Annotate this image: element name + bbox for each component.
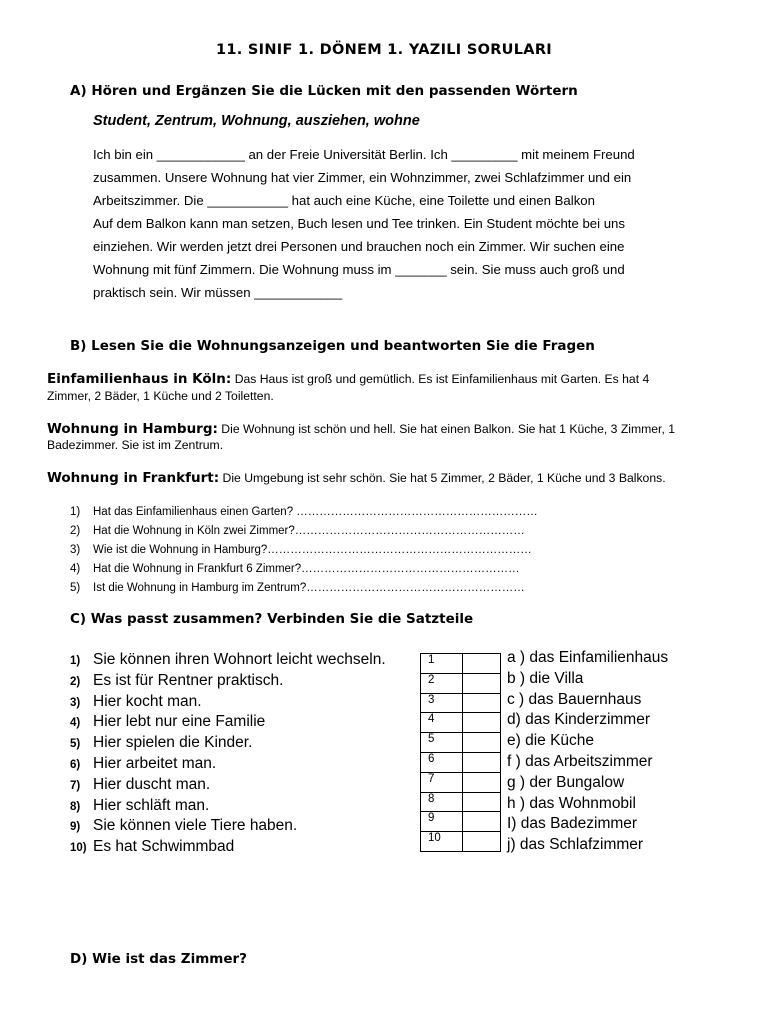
ad-title: Wohnung in Hamburg xyxy=(47,421,213,437)
answer-cell[interactable] xyxy=(463,733,501,753)
answer-cell[interactable] xyxy=(463,832,501,852)
text-line: Arbeitszimmer. Die ___________ hat auch eine Küche, eine Toilette und einen Balkon xyxy=(93,193,595,208)
ad-title: Einfamilienhaus in Köln xyxy=(47,371,226,387)
ad-frankfurt xyxy=(47,467,666,486)
question-item: 3) Wie ist die Wohnung in Hamburg?…………………………………………………………… xyxy=(70,544,532,556)
ad-title-sep: : xyxy=(225,371,232,387)
matching-row xyxy=(421,772,501,792)
option-item: g ) der Bungalow xyxy=(507,773,625,791)
option-item: h ) das Wohnmobil xyxy=(507,794,636,812)
sentence-list xyxy=(70,649,386,857)
sentence-item: 6) Hier arbeitet man. xyxy=(70,754,217,772)
sentence-item: 10) Es hat Schwimmbad xyxy=(70,838,235,856)
matching-row xyxy=(421,733,501,753)
answer-cell[interactable] xyxy=(463,792,501,812)
section-d-heading: D) Wie ist das Zimmer? xyxy=(70,951,247,967)
question-item: 5) Ist die Wohnung in Hamburg im Zentrum?………………………………………………… xyxy=(70,582,525,594)
text-line: Ich bin ein ____________ an der Freie Universität Berlin. Ich _________ mit meinem Freund xyxy=(93,147,635,162)
section-c-heading: C) Was passt zusammen? Verbinden Sie die Satzteile xyxy=(70,611,474,627)
text-line: einziehen. Wir werden jetzt drei Personen und brauchen noch ein Zimmer. Wir suchen eine xyxy=(93,239,625,254)
row-number: 6 xyxy=(421,752,463,772)
text-line: Wohnung mit fünf Zimmern. Die Wohnung muss im _______ sein. Sie muss auch groß und xyxy=(93,262,625,277)
row-number: 2 xyxy=(421,673,463,693)
answer-cell[interactable] xyxy=(463,713,501,733)
answer-cell[interactable] xyxy=(463,772,501,792)
sentence-item: 8) Hier schläft man. xyxy=(70,796,210,814)
sentence-item: 3) Hier kocht man. xyxy=(70,692,202,710)
row-number: 3 xyxy=(421,693,463,713)
row-number: 7 xyxy=(421,772,463,792)
answer-cell[interactable] xyxy=(463,752,501,772)
section-a-heading: A) Hören und Ergänzen Sie die Lücken mit den passenden Wörtern xyxy=(70,83,578,99)
ad-title: Wohnung in Frankfurt xyxy=(47,470,214,486)
matching-row xyxy=(421,812,501,832)
ad-koeln xyxy=(47,368,649,387)
ad-text: Die Wohnung ist schön und hell. Sie hat einen Balkon. Sie hat 1 Küche, 3 Zimmer, 1 xyxy=(217,422,675,436)
matching-row xyxy=(421,752,501,772)
matching-row xyxy=(421,654,501,674)
ad-text: Die Umgebung ist sehr schön. Sie hat 5 Zimmer, 2 Bäder, 1 Küche und 3 Balkons. xyxy=(219,471,666,485)
row-number: 4 xyxy=(421,713,463,733)
section-b-heading: B) Lesen Sie die Wohnungsanzeigen und beantworten Sie die Fragen xyxy=(70,338,595,354)
text-line: Auf dem Balkon kann man setzen, Buch lesen und Tee trinken. Ein Student möchte bei uns xyxy=(93,216,625,231)
option-item: c ) das Bauernhaus xyxy=(507,690,642,708)
sentence-item: 5) Hier spielen die Kinder. xyxy=(70,734,253,752)
ad-title-sep: : xyxy=(212,421,218,437)
row-number: 10 xyxy=(421,832,463,852)
sentence-item: 2) Es ist für Rentner praktisch. xyxy=(70,671,284,689)
text-line: praktisch sein. Wir müssen ____________ xyxy=(93,285,343,300)
option-item: I) das Badezimmer xyxy=(507,815,638,833)
sentence-item: 1) Sie können ihren Wohnort leicht wechseln. xyxy=(70,651,386,668)
row-number: 5 xyxy=(421,733,463,753)
ad-text: Das Haus ist groß und gemütlich. Es ist Einfamilienhaus mit Garten. Es hat 4 xyxy=(231,372,650,386)
option-item: e) die Küche xyxy=(507,732,595,750)
sentence-item: 4) Hier lebt nur eine Familie xyxy=(70,713,266,731)
option-item: f ) das Arbeitszimmer xyxy=(507,752,653,770)
answer-cell[interactable] xyxy=(463,673,501,693)
text-line: zusammen. Unsere Wohnung hat vier Zimmer, ein Wohnzimmer, zwei Schlafzimmer und ein xyxy=(93,170,632,185)
matching-row xyxy=(421,713,501,733)
answer-cell[interactable] xyxy=(463,654,501,674)
question-item: 2) Hat die Wohnung in Köln zwei Zimmer?…………………………………………………… xyxy=(70,525,525,537)
row-number: 1 xyxy=(421,654,463,674)
question-item: 4) Hat die Wohnung in Frankfurt 6 Zimmer?………………………………………………… xyxy=(70,563,520,575)
option-list xyxy=(507,649,668,857)
ad-title-sep: : xyxy=(213,470,220,486)
sentence-item: 9) Sie können viele Tiere haben. xyxy=(70,817,298,835)
fill-in-text xyxy=(93,143,635,304)
option-item: j) das Schlafzimmer xyxy=(507,836,644,854)
word-bank: Student, Zentrum, Wohnung, ausziehen, wohne xyxy=(93,113,420,129)
question-item: 1) Hat das Einfamilienhaus einen Garten? ……………………………………………………… xyxy=(70,506,538,518)
ad-hamburg xyxy=(47,418,675,437)
row-number: 9 xyxy=(421,812,463,832)
matching-row xyxy=(421,832,501,852)
option-item: d) das Kinderzimmer xyxy=(507,711,650,729)
row-number: 8 xyxy=(421,792,463,812)
ad-text-cont: Zimmer, 2 Bäder, 1 Küche und 2 Toiletten. xyxy=(47,389,274,403)
answer-cell[interactable] xyxy=(463,693,501,713)
option-item: a ) das Einfamilienhaus xyxy=(507,649,669,666)
option-item: b ) die Villa xyxy=(507,669,584,687)
answer-cell[interactable] xyxy=(463,812,501,832)
ad-text-cont: Badezimmer. Sie ist im Zentrum. xyxy=(47,438,224,452)
matching-row xyxy=(421,792,501,812)
matching-row xyxy=(421,673,501,693)
matching-row xyxy=(421,693,501,713)
matching-table xyxy=(420,653,501,852)
page-title: 11. SINIF 1. DÖNEM 1. YAZILI SORULARI xyxy=(216,42,552,58)
question-list xyxy=(70,500,538,595)
sentence-item: 7) Hier duscht man. xyxy=(70,775,211,793)
